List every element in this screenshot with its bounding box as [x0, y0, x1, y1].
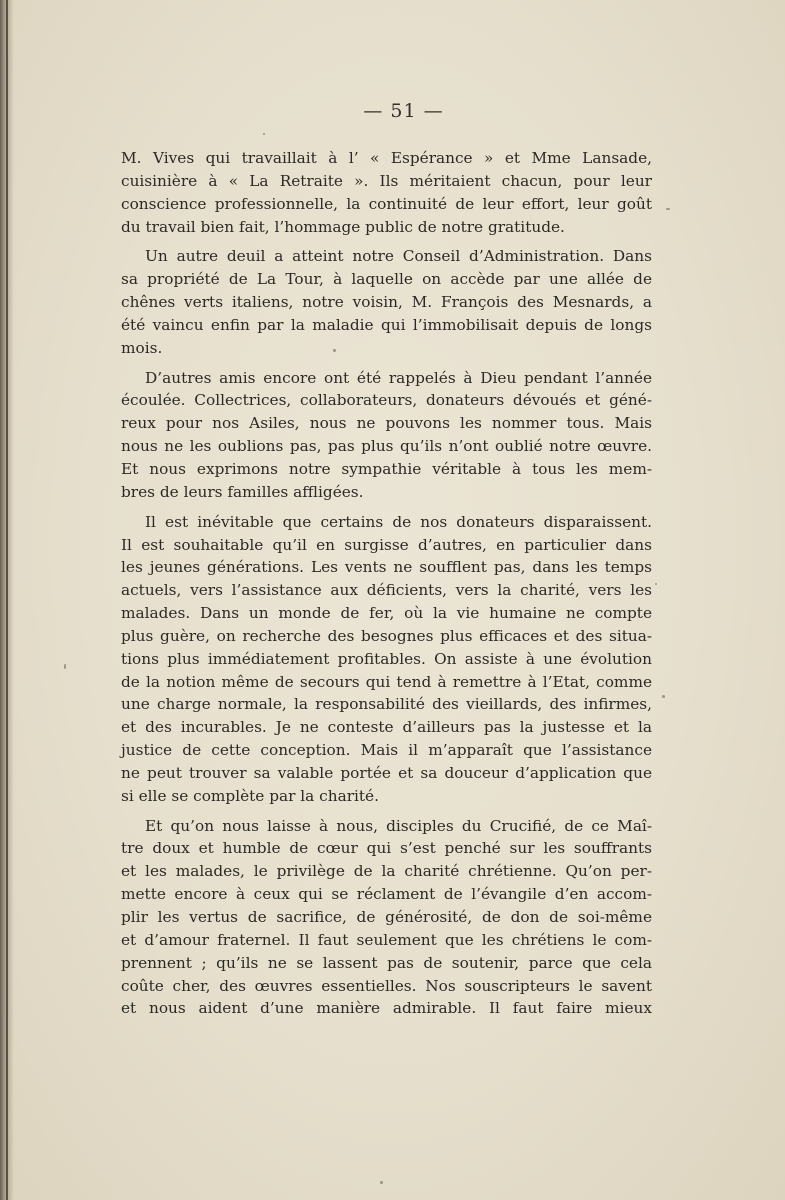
text-line: de la notion même de secours qui tend à remettre à l’Etat, comme — [121, 672, 652, 691]
text-line: mois. — [121, 338, 163, 357]
paper-speck — [263, 133, 265, 135]
text-line: prennent ; qu’ils ne se lassent pas de soutenir, parce que cela — [121, 953, 652, 972]
text-line: actuels, vers l’assistance aux déficients, vers la charité, vers les — [121, 581, 652, 600]
text-line: malades. Dans un monde de fer, où la vie humaine ne compte — [121, 604, 652, 623]
text-line: les jeunes générations. Les vents ne soufflent pas, dans les temps — [121, 558, 652, 577]
text-line: Un autre deuil a atteint notre Conseil d’Administration. Dans — [145, 247, 652, 266]
text-line: chênes verts italiens, notre voisin, M. François des Mesnards, a — [121, 293, 652, 312]
paper-speck — [666, 208, 670, 210]
text-line: Et qu’on nous laisse à nous, disciples du Crucifié, de ce Maî- — [145, 816, 652, 835]
text-line: Et nous exprimons notre sympathie véritable à tous les mem- — [121, 459, 652, 478]
body-text — [121, 147, 652, 1020]
text-line: sa propriété de La Tour, à laquelle on accède par une allée de — [121, 270, 652, 289]
text-line: D’autres amis encore ont été rappelés à Dieu pendant l’année — [145, 368, 652, 387]
paper-speck — [380, 1181, 383, 1184]
text-line: nous ne les oublions pas, pas plus qu’ils n’ont oublié notre œuvre. — [121, 437, 652, 456]
text-line: et nous aident d’une manière admirable. Il faut faire mieux — [121, 999, 652, 1018]
text-line: et les malades, le privilège de la charité chrétienne. Qu’on per- — [121, 862, 652, 881]
text-line: conscience professionnelle, la continuité de leur effort, leur goût — [121, 194, 652, 213]
text-line: et des incurables. Je ne conteste d’ailleurs pas la justesse et la — [121, 718, 652, 737]
paper-speck — [333, 349, 336, 352]
paper-speck — [655, 583, 657, 585]
text-line: Il est souhaitable qu’il en surgisse d’autres, en particulier dans — [121, 535, 652, 554]
text-line: Il est inévitable que certains de nos donateurs disparaissent. — [145, 512, 652, 531]
text-line: plus guère, on recherche des besognes plus efficaces et des situa- — [121, 626, 652, 645]
text-line: M. Vives qui travaillait à l’ « Espérance » et Mme Lansade, — [121, 149, 652, 167]
page-number: — 51 — — [363, 100, 444, 122]
text-line: et d’amour fraternel. Il faut seulement que les chrétiens le com- — [121, 930, 652, 949]
text-line: du travail bien fait, l’hommage public de notre gratitude. — [121, 217, 565, 236]
text-line: plir les vertus de sacrifice, de générosité, de don de soi-même — [121, 908, 652, 926]
text-line: tre doux et humble de cœur qui s’est penché sur les souffrants — [121, 839, 652, 858]
text-line: si elle se complète par la charité. — [121, 786, 379, 805]
text-line: reux pour nos Asiles, nous ne pouvons les nommer tous. Mais — [121, 414, 652, 433]
text-line: écoulée. Collectrices, collaborateurs, donateurs dévoués et géné- — [121, 391, 652, 410]
text-line: bres de leurs familles affligées. — [121, 482, 364, 501]
text-line: coûte cher, des œuvres essentielles. Nos souscripteurs le savent — [121, 976, 652, 995]
text-line: tions plus immédiatement profitables. On assiste à une évolution — [121, 649, 652, 668]
text-line: mette encore à ceux qui se réclament de l’évangile d’en accom- — [121, 885, 652, 904]
text-line: cuisinière à « La Retraite ». Ils méritaient chacun, pour leur — [121, 171, 652, 190]
paper-speck — [64, 664, 66, 669]
binding-edge — [6, 0, 8, 1200]
text-line: une charge normale, la responsabilité des vieillards, des infirmes, — [121, 695, 652, 714]
paper-speck — [662, 695, 665, 698]
text-line: été vaincu enfin par la maladie qui l’immobilisait depuis de longs — [121, 315, 652, 334]
text-line: justice de cette conception. Mais il m’apparaît que l’assistance — [121, 741, 652, 760]
text-line: ne peut trouver sa valable portée et sa douceur d’application que — [121, 763, 652, 782]
